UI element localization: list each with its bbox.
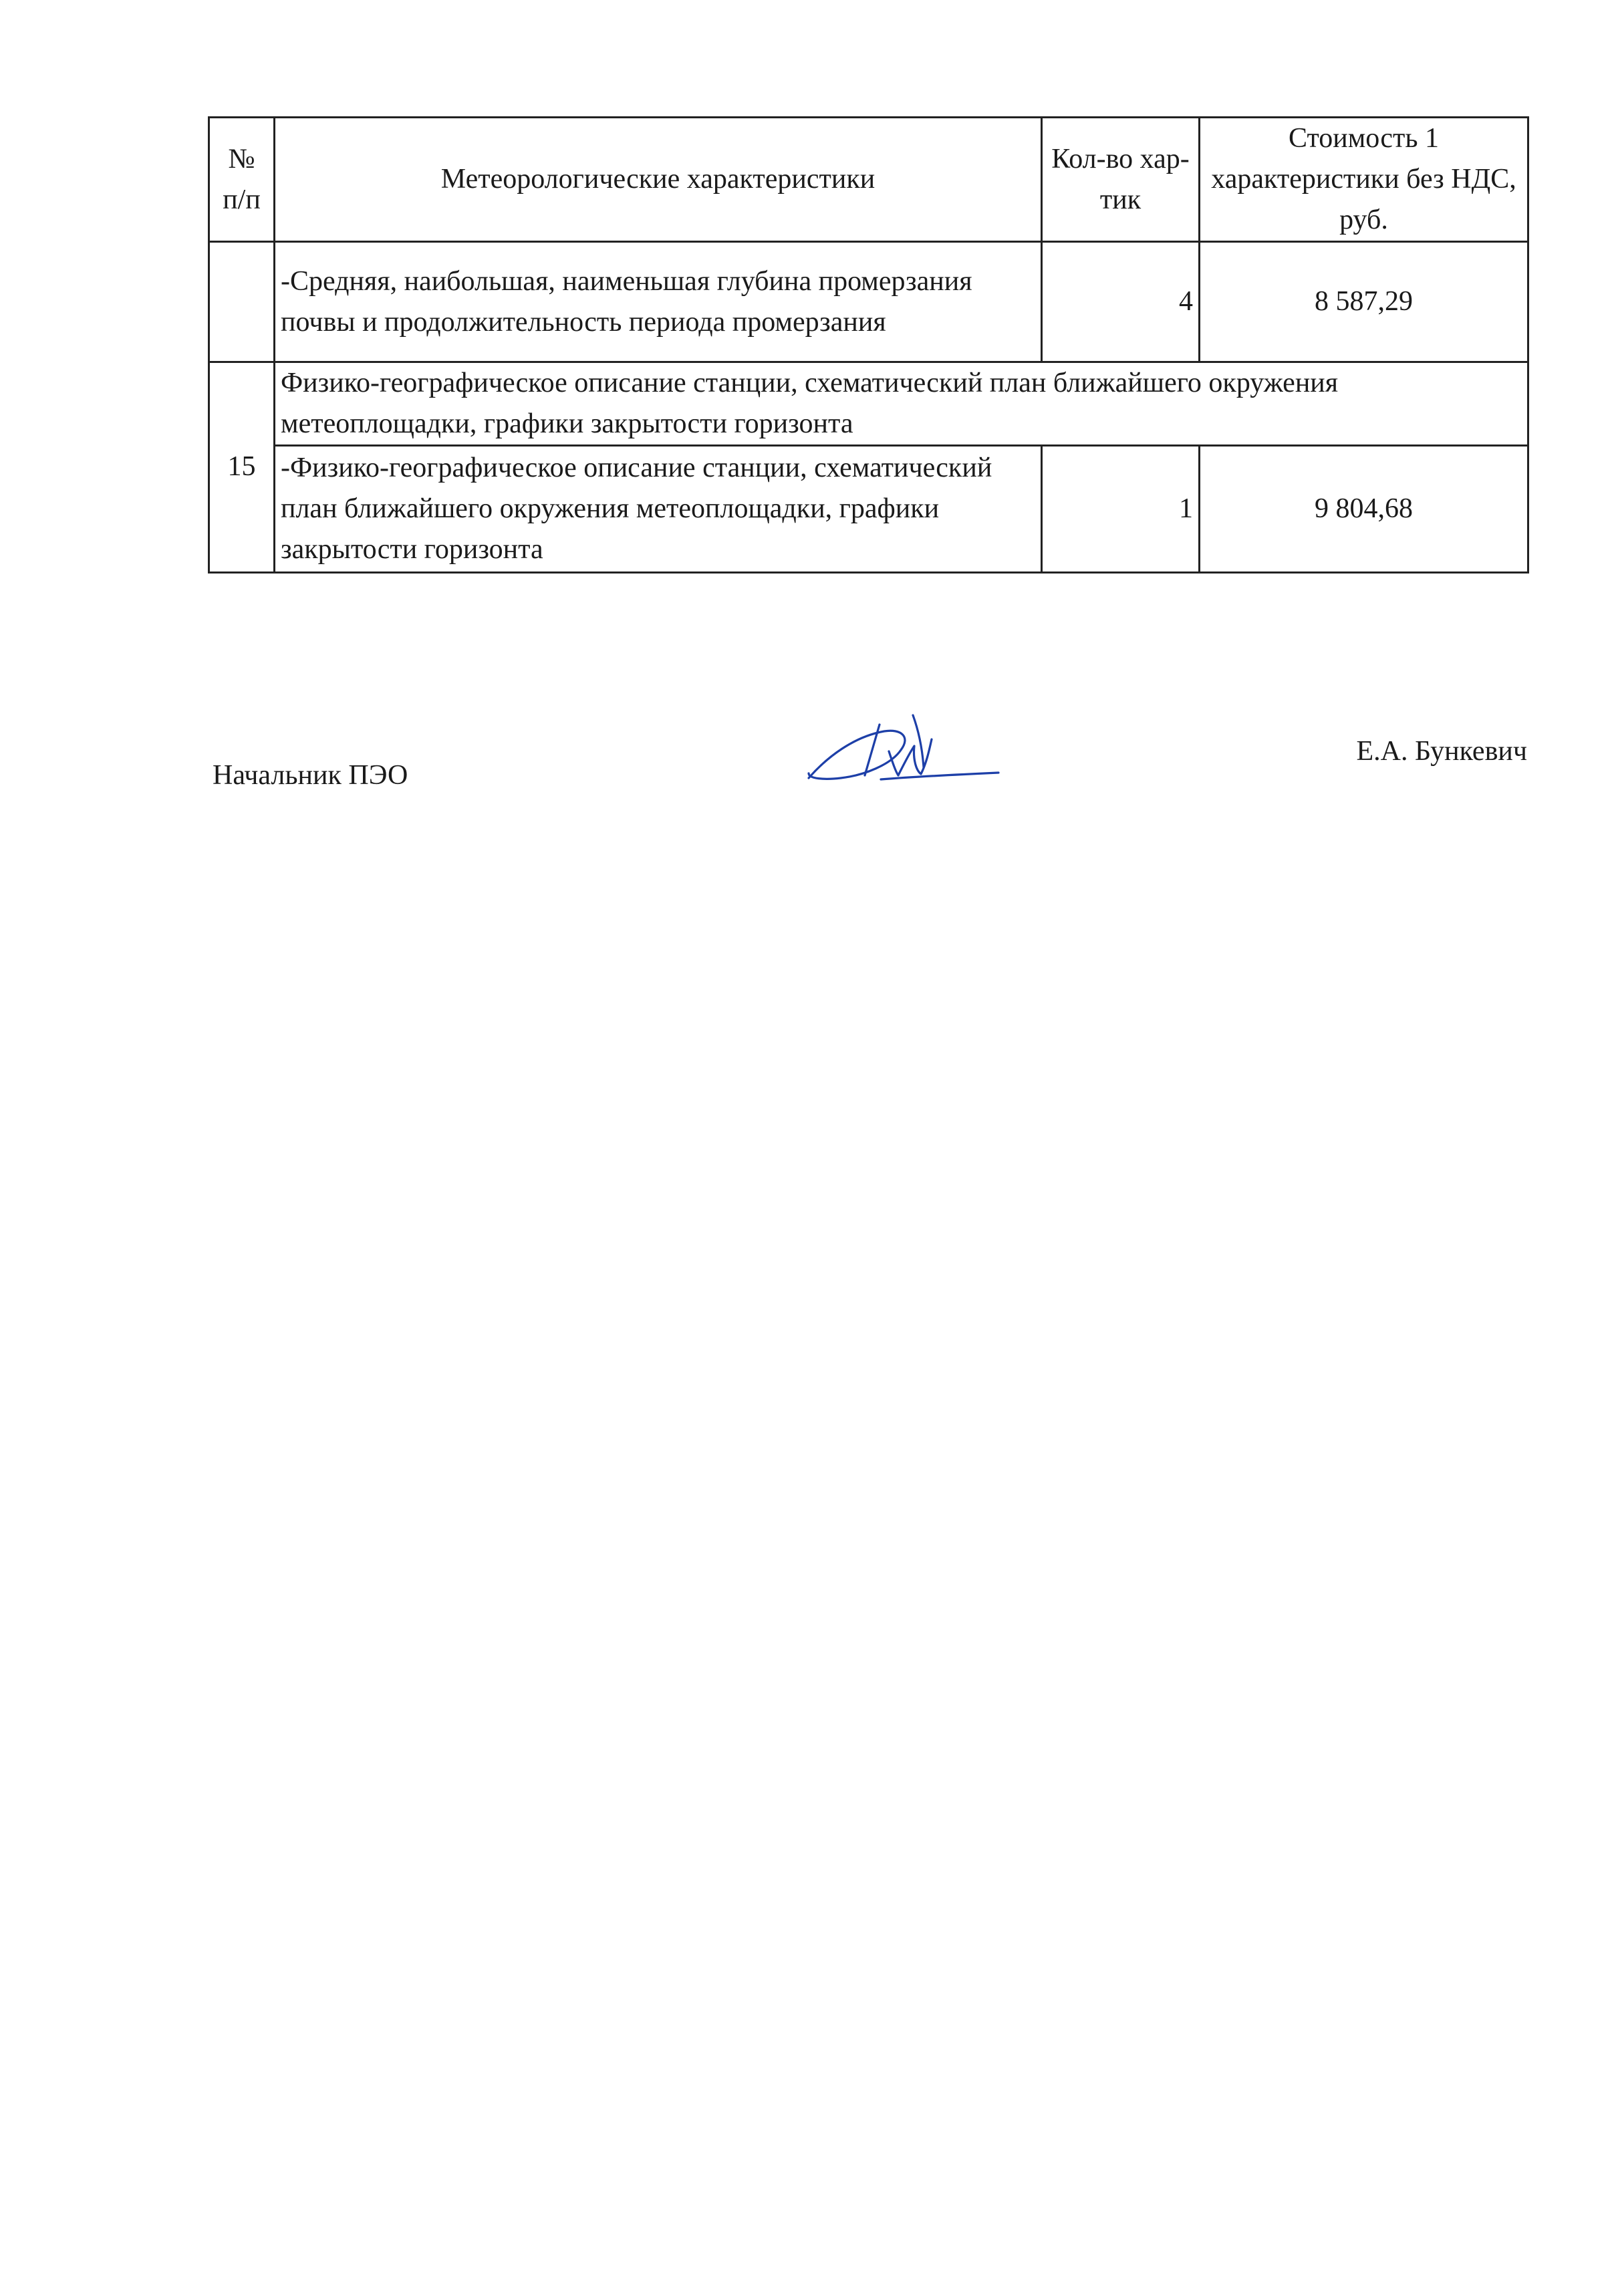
row-cost: 9 804,68	[1200, 445, 1528, 572]
section-heading: Физико-географическое описание станции, схематический план ближайшего окружения метеоплощадки, графики закрытости горизонта	[275, 362, 1528, 446]
table-header-row	[209, 118, 1528, 242]
signature-block	[213, 722, 1527, 869]
table-row	[209, 445, 1528, 572]
row-quantity: 4	[1042, 242, 1200, 362]
price-table	[208, 116, 1529, 573]
row-quantity: 1	[1042, 445, 1200, 572]
row-cost: 8 587,29	[1200, 242, 1528, 362]
header-cost: Стоимость 1 характеристики без НДС, руб.	[1200, 118, 1528, 242]
signatory-name: Е.А. Бункевич	[1356, 736, 1527, 767]
header-num: № п/п	[209, 118, 275, 242]
signature-image	[801, 710, 1001, 790]
table-row	[209, 362, 1528, 446]
table-row	[209, 242, 1528, 362]
header-quantity: Кол-во хар-тик	[1042, 118, 1200, 242]
header-description: Метеорологические характеристики	[275, 118, 1042, 242]
position-title: Начальник ПЭО	[213, 760, 408, 791]
row-description: -Физико-географическое описание станции, схематический план ближайшего окружения метеоплощадки, графики закрытости горизонта	[275, 445, 1042, 572]
row-num	[209, 242, 275, 362]
row-num: 15	[209, 362, 275, 573]
row-description: -Средняя, наибольшая, наименьшая глубина промерзания почвы и продолжительность периода промерзания	[275, 242, 1042, 362]
